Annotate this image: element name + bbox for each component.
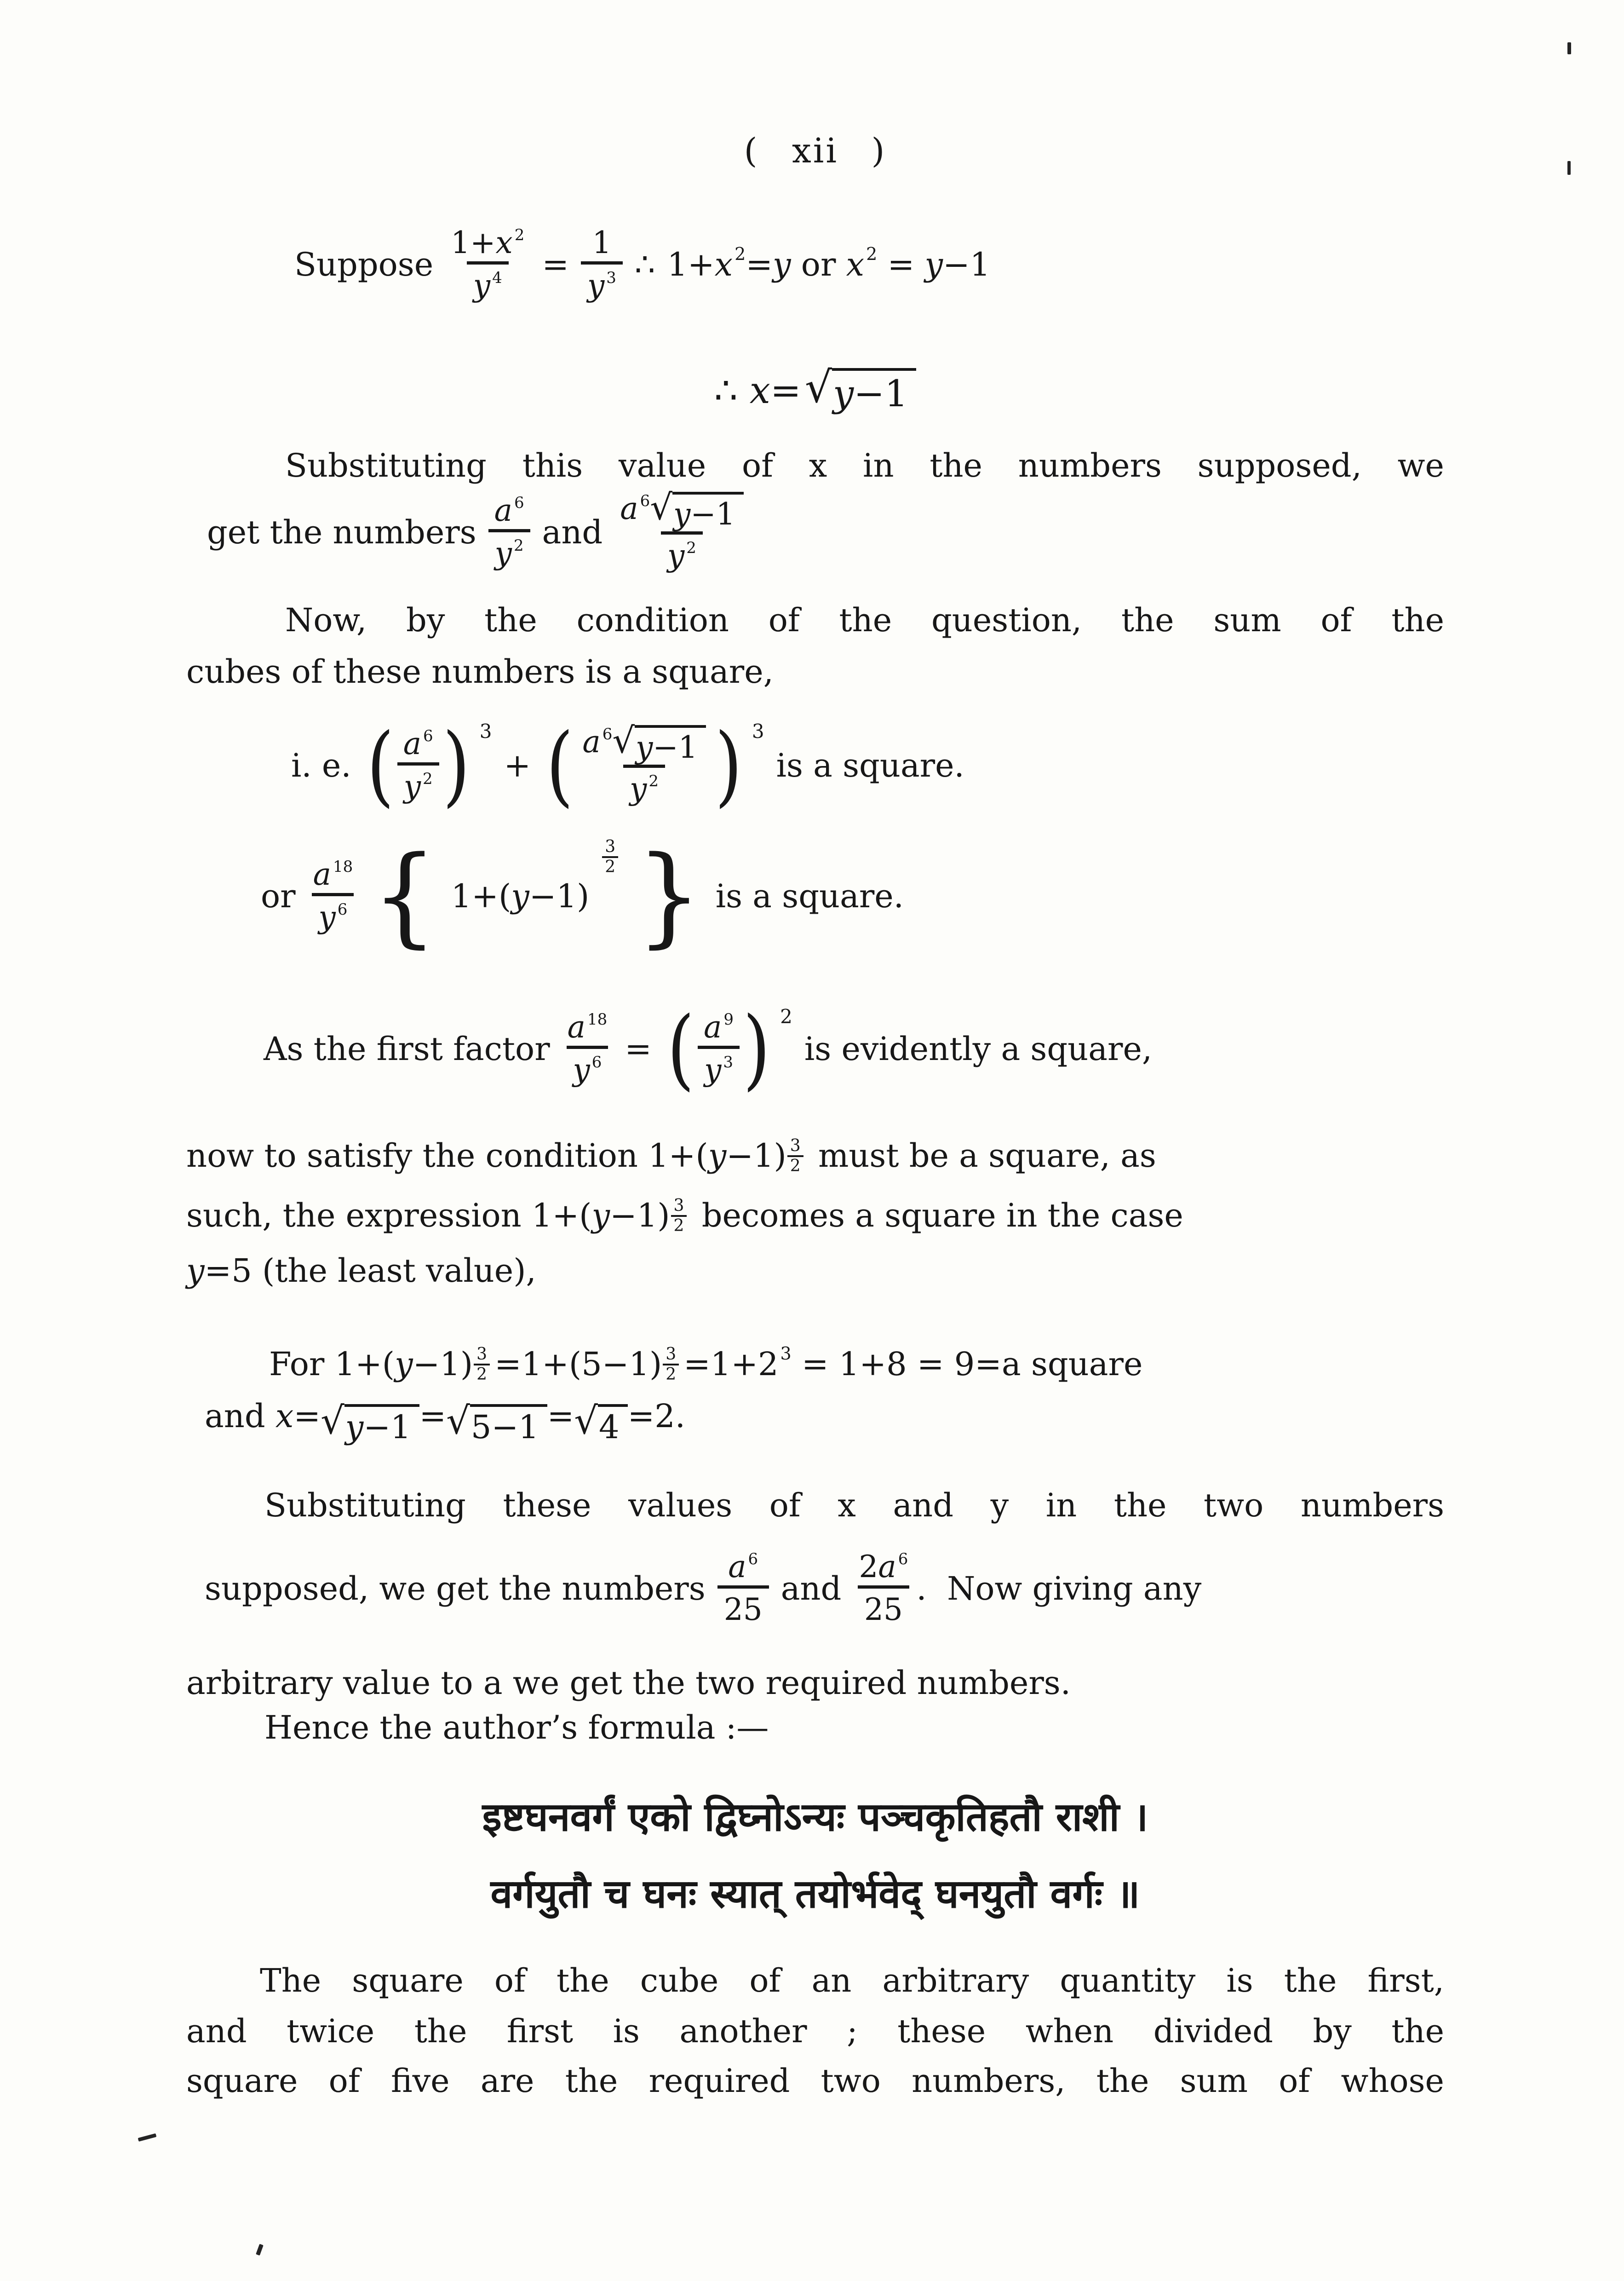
- equation-suppose: [294, 225, 990, 303]
- fraction-denominator: 25: [717, 1585, 769, 1627]
- math-superscript: 6: [591, 1053, 602, 1071]
- math-superscript: 2: [648, 772, 659, 790]
- math-var: a: [567, 1009, 586, 1045]
- math-var: x: [495, 225, 513, 260]
- math-var: x: [275, 1397, 294, 1435]
- math-var: y: [924, 245, 943, 283]
- fraction: [308, 857, 359, 935]
- math-superscript: 6: [898, 1550, 908, 1568]
- radicand: 5−1: [470, 1404, 547, 1445]
- fraction-numerator: [489, 493, 530, 529]
- math-text: =: [877, 245, 925, 283]
- fraction-exponent: [787, 1137, 803, 1175]
- equation-lead: i. e.: [291, 746, 351, 784]
- exponent-numerator: 3: [673, 1196, 684, 1215]
- text-run: now to satisfy the condition 1+(: [186, 1137, 708, 1175]
- math-var: y: [773, 245, 791, 283]
- therefore-sign: ∴: [714, 369, 738, 412]
- text-run: and: [780, 1569, 842, 1607]
- math-var: y: [573, 1052, 590, 1088]
- equation-lead: As the first factor: [264, 1030, 550, 1068]
- radicand: [344, 1404, 419, 1445]
- math-text: −1: [653, 730, 698, 766]
- equation-tail: is a square.: [715, 877, 904, 915]
- fraction-exponent: [671, 1197, 687, 1235]
- translation-line-1: The square of the cube of an arbitrary quantity is the first,: [260, 1962, 1444, 1999]
- radical-sign-icon: √: [804, 363, 832, 412]
- page-number: ( xii ): [744, 131, 887, 171]
- exponent-denominator: 2: [663, 1364, 679, 1384]
- radicand: [635, 725, 706, 766]
- math-var: y: [833, 372, 854, 415]
- math-superscript: 2: [513, 536, 524, 555]
- sanskrit-verse-line-1: इष्टघनवर्गं एको द्विघ्नोऽन्यः पञ्चकृतिहतौ राशी ।: [482, 1794, 1148, 1840]
- math-superscript: 6: [423, 727, 433, 746]
- fraction-denominator: [661, 531, 703, 573]
- exponent-numerator: 3: [605, 837, 616, 856]
- math-text: −1: [854, 372, 908, 415]
- fraction: [614, 487, 749, 573]
- math-superscript: 18: [587, 1010, 608, 1029]
- fraction-denominator: 25: [858, 1585, 909, 1627]
- math-superscript: 6: [640, 492, 650, 510]
- math-var: y: [511, 877, 529, 915]
- radicand: [672, 492, 744, 530]
- math-text: −1: [363, 1408, 411, 1446]
- math-text: −1): [529, 877, 590, 915]
- open-brace: {: [372, 833, 438, 959]
- math-var: a: [728, 1549, 746, 1584]
- equation-ie: [291, 714, 964, 816]
- scan-artifact: [1567, 161, 1571, 175]
- math-text: or: [791, 245, 846, 283]
- math-var: y: [473, 268, 491, 303]
- open-paren: (: [667, 997, 694, 1100]
- fraction-denominator: [467, 261, 509, 303]
- math-var: y: [673, 496, 691, 532]
- math-var: a: [403, 726, 422, 762]
- parenthesized-group: [664, 997, 774, 1100]
- close-paren: ): [743, 997, 770, 1100]
- radical: [321, 1400, 419, 1446]
- fraction-numerator: [577, 720, 711, 766]
- equation-lead: Suppose: [294, 245, 434, 283]
- fraction-numerator: [723, 1549, 763, 1585]
- math-text: =: [293, 1397, 321, 1435]
- math-var: y: [630, 771, 647, 806]
- exponent-numerator: 3: [476, 1345, 488, 1364]
- fraction: [445, 225, 530, 303]
- open-paren: (: [546, 714, 574, 816]
- fraction: [698, 1010, 740, 1088]
- math-text: −1): [610, 1197, 670, 1234]
- math-text: −1: [690, 496, 735, 532]
- math-text: =2.: [627, 1397, 686, 1435]
- parenthesized-group: [543, 714, 746, 816]
- math-superscript: 6: [602, 725, 613, 743]
- fraction-denominator: [698, 1046, 740, 1088]
- fraction-numerator: [398, 726, 439, 762]
- math-text: 1+: [667, 245, 715, 283]
- math-var: y: [667, 537, 685, 573]
- scan-artifact: [138, 2133, 157, 2142]
- text-run: must be a square, as: [808, 1137, 1156, 1175]
- text-run: =5 (the least value),: [204, 1252, 536, 1290]
- math-text: =1+(5−1): [494, 1345, 662, 1383]
- math-superscript: 18: [333, 858, 353, 876]
- math-superscript: 9: [723, 1010, 734, 1029]
- equals-sign: =: [770, 369, 801, 412]
- translation-line-2: and twice the first is another ; these when divided by the: [186, 2012, 1444, 2050]
- fraction-numerator: [698, 1010, 739, 1046]
- exponent-denominator: 2: [602, 856, 618, 876]
- equals-sign: =: [419, 1397, 447, 1435]
- sanskrit-verse-line-2: वर्गयुतौ च घनः स्यात् तयोर्भवेद् घनयुतौ वर्गः ॥: [490, 1871, 1140, 1917]
- radical: [574, 1400, 627, 1446]
- equation-for-line-2: [186, 1393, 1444, 1445]
- math-var: x: [846, 245, 865, 283]
- equation-tail: is evidently a square,: [804, 1030, 1153, 1068]
- exponent-denominator: 2: [474, 1364, 490, 1384]
- radical-sign-icon: √: [650, 487, 673, 529]
- math-var: a: [878, 1549, 896, 1584]
- fraction-denominator: [581, 261, 623, 303]
- text-run: and: [205, 1397, 275, 1435]
- radical-sign-icon: √: [612, 720, 635, 762]
- math-text: =1+2: [683, 1345, 779, 1383]
- fraction: [717, 1549, 769, 1627]
- math-var: y: [708, 1137, 727, 1175]
- text-run: becomes a square in the case: [691, 1197, 1183, 1234]
- fraction: [581, 225, 623, 303]
- fraction-exponent: [663, 1345, 679, 1384]
- radical-sign-icon: √: [446, 1400, 470, 1443]
- fraction-exponent: [474, 1345, 490, 1384]
- math-var: x: [749, 369, 770, 412]
- math-var: y: [403, 769, 421, 805]
- fraction-numerator: [562, 1010, 613, 1046]
- fraction-denominator: [312, 893, 354, 935]
- equation-root: [186, 363, 1444, 415]
- paragraph-substituting-line-1: Substituting this value of x in the numbers supposed, we: [285, 447, 1444, 484]
- equation-body: [451, 877, 590, 915]
- math-superscript: 2: [423, 770, 433, 789]
- math-var: x: [714, 245, 733, 283]
- therefore-sign: ∴: [634, 245, 655, 283]
- paragraph-condition-line-2: cubes of these numbers is a square,: [186, 653, 774, 691]
- radical: [804, 363, 916, 415]
- math-text: 2: [859, 1549, 878, 1584]
- equation-for-line-1: [186, 1341, 1444, 1387]
- text-run: and: [542, 513, 603, 551]
- text-run: such, the expression 1+(: [186, 1197, 592, 1234]
- exponent-denominator: 2: [787, 1155, 803, 1175]
- equation-first-factor: [264, 997, 1153, 1100]
- math-superscript: 2: [866, 243, 878, 264]
- radicand: 4: [598, 1404, 628, 1445]
- close-paren: ): [442, 714, 470, 816]
- text-run: supposed, we get the numbers: [205, 1569, 706, 1607]
- math-text: −1): [726, 1137, 786, 1175]
- math-var: y: [636, 730, 653, 766]
- equation-body: [667, 243, 991, 283]
- translation-line-3: square of five are the required two numbers, the sum of whose: [186, 2062, 1444, 2100]
- math-superscript: 6: [748, 1550, 758, 1568]
- math-text: For 1+(: [269, 1345, 395, 1383]
- math-var: a: [704, 1009, 722, 1045]
- radical: [446, 1400, 547, 1446]
- paragraph-substituting-line-2: [207, 487, 749, 573]
- equation-body: [749, 369, 801, 412]
- math-text: 1+: [451, 225, 496, 260]
- paragraph-substituting2-line-2: [205, 1549, 1201, 1627]
- fraction: [488, 493, 530, 571]
- equals-sign: =: [547, 1397, 574, 1435]
- math-superscript: 6: [337, 900, 348, 919]
- math-superscript: 2: [686, 538, 696, 557]
- scan-artifact: [1567, 42, 1571, 54]
- fraction-numerator: 1: [592, 225, 612, 260]
- group-exponent: 3: [479, 720, 492, 743]
- math-superscript: 3: [780, 1343, 792, 1364]
- close-paren: ): [715, 714, 742, 816]
- fraction-exponent: [602, 838, 618, 876]
- paragraph-satisfy-line-2: [186, 1192, 1444, 1238]
- math-text: =: [746, 245, 773, 283]
- fraction-denominator: [623, 765, 665, 806]
- math-superscript: 2: [514, 226, 525, 244]
- equals-sign: =: [542, 245, 569, 283]
- paragraph-satisfy-line-3: [186, 1248, 1444, 1294]
- fraction: [397, 726, 439, 804]
- open-paren: (: [366, 714, 394, 816]
- math-text: = 1+8 = 9=a square: [791, 1345, 1143, 1383]
- fraction: [562, 1010, 613, 1088]
- parenthesized-group: [363, 714, 473, 816]
- paragraph-substituting2-line-1: Substituting these values of x and y in the two numbers: [264, 1486, 1444, 1524]
- math-var: y: [494, 536, 512, 571]
- math-superscript: 6: [514, 494, 524, 513]
- fraction-numerator: [308, 857, 359, 893]
- math-var: y: [587, 268, 605, 303]
- fraction-denominator: [397, 762, 439, 804]
- radicand: [832, 368, 916, 413]
- math-text: −1): [413, 1345, 473, 1383]
- math-superscript: 4: [492, 269, 502, 287]
- math-var: a: [313, 857, 331, 892]
- equation-tail: is a square.: [776, 746, 964, 784]
- radical: [612, 720, 706, 766]
- math-superscript: 2: [735, 243, 746, 264]
- math-var: y: [318, 899, 336, 935]
- fraction-denominator: [567, 1046, 608, 1088]
- page-content: [186, 0, 1444, 2281]
- radical-sign-icon: √: [321, 1400, 344, 1443]
- math-var: y: [345, 1408, 364, 1446]
- radical: [650, 487, 743, 532]
- math-var: y: [395, 1345, 413, 1383]
- close-brace: }: [636, 833, 702, 959]
- math-var: y: [591, 1197, 610, 1234]
- fraction: [853, 1549, 913, 1627]
- paragraph-substituting2-line-3: arbitrary value to a we get the two required numbers.: [186, 1664, 1071, 1702]
- math-var: a: [494, 493, 512, 529]
- fraction-numerator: [614, 487, 749, 532]
- text-run: . Now giving any: [916, 1569, 1202, 1607]
- paragraph-condition-line-1: Now, by the condition of the question, the sum of the: [285, 601, 1444, 639]
- fraction-denominator: [488, 529, 530, 571]
- fraction: [577, 720, 711, 806]
- fraction-numerator: [445, 225, 530, 261]
- math-text: −1: [943, 245, 991, 283]
- group-exponent: 2: [780, 1005, 792, 1028]
- math-var: y: [704, 1052, 722, 1088]
- radical-sign-icon: √: [574, 1400, 598, 1443]
- fraction-numerator: [853, 1549, 913, 1585]
- plus-sign: +: [504, 746, 531, 784]
- math-superscript: 3: [723, 1053, 734, 1071]
- equation-or: [261, 833, 904, 959]
- equation-lead: or: [261, 877, 296, 915]
- math-superscript: 3: [606, 269, 616, 287]
- exponent-numerator: 3: [666, 1345, 677, 1364]
- text-run: get the numbers: [207, 513, 476, 551]
- math-var: a: [582, 724, 601, 760]
- equals-sign: =: [625, 1030, 652, 1068]
- exponent-numerator: 3: [790, 1136, 801, 1155]
- hence-formula-line: Hence the author’s formula :—: [264, 1709, 769, 1746]
- math-var: a: [620, 491, 638, 526]
- math-text: 1+(: [451, 877, 511, 915]
- group-exponent: 3: [752, 720, 764, 743]
- exponent-denominator: 2: [671, 1215, 687, 1235]
- math-var: y: [186, 1252, 205, 1290]
- paragraph-satisfy-line-1: [186, 1133, 1444, 1179]
